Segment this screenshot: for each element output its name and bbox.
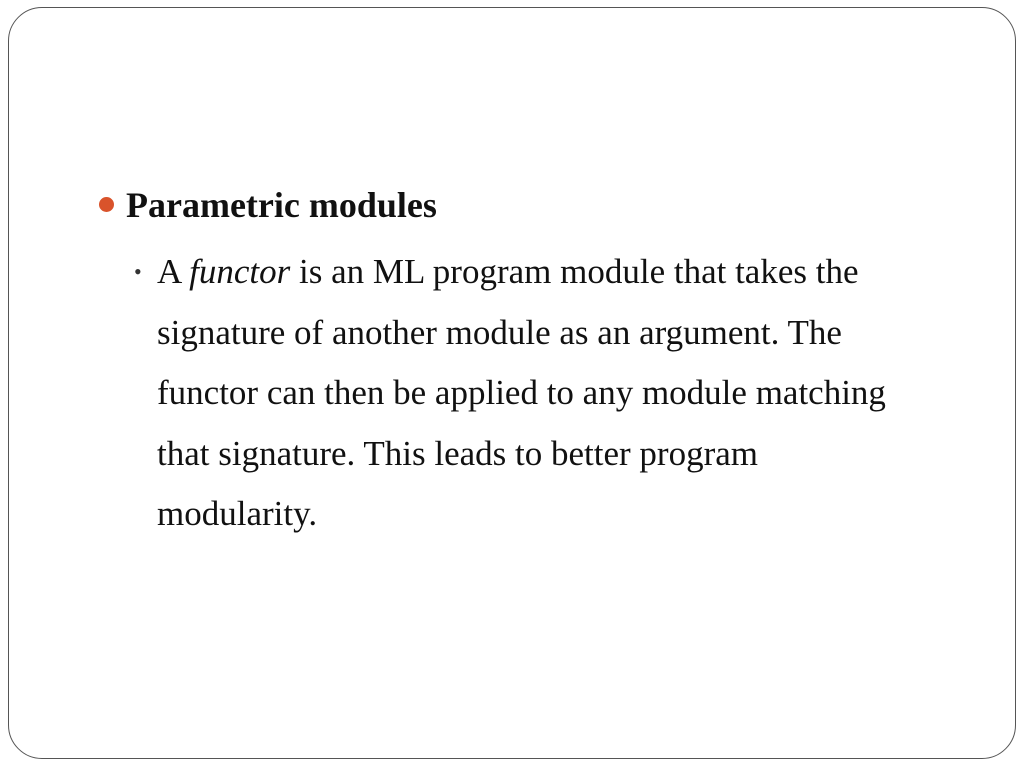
sub-bullet-prefix: A <box>157 252 190 291</box>
bullet-heading: Parametric modules <box>126 185 437 225</box>
emphasis-term: functor <box>189 252 291 291</box>
bullet-item-parametric-modules <box>97 180 917 230</box>
sub-bullet-text: is an ML program module that takes the signature of another module as an argument. The functor can then be applied to any module matching that signature. This leads to better program modularity. <box>157 252 886 533</box>
sub-bullet-functor <box>134 242 917 545</box>
orange-bullet-icon <box>99 197 114 212</box>
gray-bullet-icon: • <box>134 259 142 284</box>
slide-frame <box>8 7 1016 759</box>
slide-content <box>97 180 917 545</box>
